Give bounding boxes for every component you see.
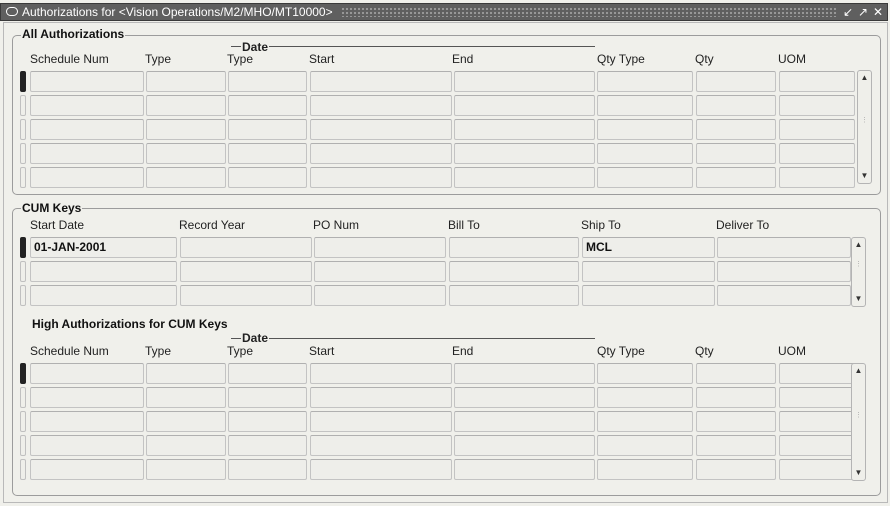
- table-cell[interactable]: [228, 411, 307, 432]
- table-cell[interactable]: [310, 143, 452, 164]
- table-cell[interactable]: [146, 71, 226, 92]
- table-cell[interactable]: [696, 167, 776, 188]
- table-cell[interactable]: [454, 71, 595, 92]
- row-indicator[interactable]: [20, 459, 26, 480]
- table-cell[interactable]: [717, 261, 851, 282]
- table-cell[interactable]: [30, 435, 144, 456]
- table-cell[interactable]: [310, 459, 452, 480]
- table-cell[interactable]: [779, 119, 855, 140]
- table-cell[interactable]: [30, 167, 144, 188]
- table-cell[interactable]: [779, 363, 855, 384]
- table-cell[interactable]: [228, 363, 307, 384]
- table-cell[interactable]: [454, 95, 595, 116]
- title-bar-pattern: [341, 7, 837, 17]
- table-cell[interactable]: 01-JAN-2001: [30, 237, 177, 258]
- table-cell[interactable]: [597, 119, 693, 140]
- table-cell[interactable]: [696, 435, 776, 456]
- column-header: Schedule Num: [30, 52, 109, 66]
- table-cell[interactable]: [696, 459, 776, 480]
- date-group-label: Date: [242, 40, 269, 54]
- row-indicator[interactable]: [20, 167, 26, 188]
- window-title-bar[interactable]: [0, 3, 888, 21]
- column-header: End: [452, 344, 474, 358]
- scroll-up-icon[interactable]: ▲: [854, 366, 863, 375]
- table-cell[interactable]: [30, 119, 144, 140]
- row-indicator[interactable]: [20, 363, 26, 384]
- scroll-grip-icon[interactable]: ⋮: [855, 412, 862, 419]
- table-cell[interactable]: [454, 459, 595, 480]
- vertical-scrollbar[interactable]: [857, 70, 872, 184]
- table-cell[interactable]: [146, 459, 226, 480]
- table-cell[interactable]: [779, 71, 855, 92]
- table-cell[interactable]: [146, 435, 226, 456]
- column-header: Deliver To: [716, 218, 770, 232]
- table-cell[interactable]: [717, 237, 851, 258]
- column-header: End: [452, 52, 474, 66]
- row-indicator[interactable]: [20, 285, 26, 306]
- table-cell[interactable]: [30, 95, 144, 116]
- table-cell[interactable]: [597, 459, 693, 480]
- column-header: Ship To: [581, 218, 621, 232]
- date-group-label: Date: [242, 331, 269, 345]
- table-cell[interactable]: [146, 411, 226, 432]
- table-cell[interactable]: [228, 459, 307, 480]
- close-icon[interactable]: ✕: [872, 5, 884, 19]
- minimize-icon[interactable]: ↙: [842, 5, 854, 19]
- table-cell[interactable]: [310, 167, 452, 188]
- vertical-scrollbar[interactable]: [851, 363, 866, 481]
- table-cell[interactable]: [582, 285, 715, 306]
- table-cell[interactable]: [146, 167, 226, 188]
- table-cell[interactable]: [228, 71, 307, 92]
- high-authorizations-title: High Authorizations for CUM Keys: [32, 317, 228, 331]
- vertical-scrollbar[interactable]: [851, 237, 866, 307]
- scroll-down-icon[interactable]: ▼: [860, 171, 869, 180]
- table-cell[interactable]: [228, 119, 307, 140]
- table-cell[interactable]: [180, 237, 312, 258]
- row-indicator[interactable]: [20, 387, 26, 408]
- column-header: Qty Type: [597, 344, 645, 358]
- table-cell[interactable]: [310, 387, 452, 408]
- column-header: Start Date: [30, 218, 85, 232]
- column-header: Type: [227, 344, 254, 358]
- table-cell[interactable]: [696, 411, 776, 432]
- table-cell[interactable]: [779, 459, 855, 480]
- date-group-rule: [231, 46, 595, 47]
- table-cell[interactable]: [310, 95, 452, 116]
- table-cell[interactable]: [582, 261, 715, 282]
- column-header: UOM: [778, 344, 806, 358]
- table-cell[interactable]: MCL: [582, 237, 715, 258]
- table-cell[interactable]: [597, 143, 693, 164]
- table-cell[interactable]: [314, 285, 446, 306]
- column-header: Bill To: [448, 218, 480, 232]
- table-cell[interactable]: [454, 363, 595, 384]
- table-cell[interactable]: [228, 435, 307, 456]
- table-cell[interactable]: [696, 387, 776, 408]
- table-cell[interactable]: [146, 119, 226, 140]
- column-header: PO Num: [313, 218, 360, 232]
- table-cell[interactable]: [696, 363, 776, 384]
- row-indicator[interactable]: [20, 119, 26, 140]
- table-cell[interactable]: [180, 285, 312, 306]
- table-cell[interactable]: [30, 459, 144, 480]
- table-cell[interactable]: [30, 363, 144, 384]
- table-cell[interactable]: [314, 261, 446, 282]
- table-cell[interactable]: [228, 167, 307, 188]
- table-cell[interactable]: [597, 167, 693, 188]
- window-menu-icon[interactable]: [6, 7, 18, 16]
- row-indicator[interactable]: [20, 237, 26, 258]
- table-cell[interactable]: [310, 119, 452, 140]
- table-cell[interactable]: [146, 387, 226, 408]
- scroll-down-icon[interactable]: ▼: [854, 294, 863, 303]
- table-cell[interactable]: [779, 167, 855, 188]
- window-title: Authorizations for <Vision Operations/M2/MHO/MT10000>: [22, 5, 333, 19]
- cum-keys-title: CUM Keys: [22, 201, 82, 215]
- table-cell[interactable]: [454, 387, 595, 408]
- table-cell[interactable]: [696, 95, 776, 116]
- table-cell[interactable]: [310, 435, 452, 456]
- column-header: Schedule Num: [30, 344, 109, 358]
- table-cell[interactable]: [30, 285, 177, 306]
- table-cell[interactable]: [449, 261, 579, 282]
- maximize-icon[interactable]: ↗: [857, 5, 869, 19]
- table-cell[interactable]: [779, 95, 855, 116]
- table-cell[interactable]: [30, 387, 144, 408]
- table-cell[interactable]: [146, 363, 226, 384]
- table-cell[interactable]: [597, 387, 693, 408]
- column-header: Type: [227, 52, 254, 66]
- table-cell[interactable]: [696, 71, 776, 92]
- column-header: Qty: [695, 52, 714, 66]
- table-cell[interactable]: [180, 261, 312, 282]
- table-cell[interactable]: [30, 71, 144, 92]
- table-cell[interactable]: [696, 119, 776, 140]
- table-cell[interactable]: [314, 237, 446, 258]
- table-cell[interactable]: [30, 143, 144, 164]
- table-cell[interactable]: [228, 143, 307, 164]
- table-cell[interactable]: [597, 95, 693, 116]
- row-indicator[interactable]: [20, 143, 26, 164]
- table-cell[interactable]: [449, 237, 579, 258]
- table-cell[interactable]: [228, 387, 307, 408]
- row-indicator[interactable]: [20, 435, 26, 456]
- column-header: UOM: [778, 52, 806, 66]
- table-cell[interactable]: [454, 167, 595, 188]
- table-cell[interactable]: [449, 285, 579, 306]
- scroll-grip-icon[interactable]: ⋮: [855, 261, 862, 268]
- table-cell[interactable]: [146, 143, 226, 164]
- table-cell[interactable]: [310, 363, 452, 384]
- table-cell[interactable]: [30, 261, 177, 282]
- table-cell[interactable]: [597, 363, 693, 384]
- column-header: Qty Type: [597, 52, 645, 66]
- table-cell[interactable]: [717, 285, 851, 306]
- table-cell[interactable]: [454, 411, 595, 432]
- all-authorizations-title: All Authorizations: [22, 27, 125, 41]
- scroll-up-icon[interactable]: ▲: [860, 73, 869, 82]
- row-indicator[interactable]: [20, 261, 26, 282]
- table-cell[interactable]: [454, 435, 595, 456]
- table-cell[interactable]: [779, 143, 855, 164]
- table-cell[interactable]: [779, 411, 855, 432]
- table-cell[interactable]: [454, 119, 595, 140]
- table-cell[interactable]: [228, 95, 307, 116]
- table-cell[interactable]: [779, 435, 855, 456]
- table-cell[interactable]: [696, 143, 776, 164]
- table-cell[interactable]: [310, 71, 452, 92]
- table-cell[interactable]: [30, 411, 144, 432]
- table-cell[interactable]: [597, 411, 693, 432]
- table-cell[interactable]: [597, 71, 693, 92]
- column-header: Qty: [695, 344, 714, 358]
- table-cell[interactable]: [454, 143, 595, 164]
- date-group-rule: [231, 338, 595, 339]
- row-indicator[interactable]: [20, 411, 26, 432]
- scroll-up-icon[interactable]: ▲: [854, 240, 863, 249]
- table-cell[interactable]: [779, 387, 855, 408]
- column-header: Record Year: [179, 218, 246, 232]
- table-cell[interactable]: [597, 435, 693, 456]
- row-indicator[interactable]: [20, 71, 26, 92]
- column-header: Type: [145, 52, 172, 66]
- table-cell[interactable]: [146, 95, 226, 116]
- column-header: Start: [309, 344, 335, 358]
- column-header: Start: [309, 52, 335, 66]
- table-cell[interactable]: [310, 411, 452, 432]
- scroll-down-icon[interactable]: ▼: [854, 468, 863, 477]
- scroll-grip-icon[interactable]: ⋮: [861, 117, 868, 124]
- row-indicator[interactable]: [20, 95, 26, 116]
- column-header: Type: [145, 344, 172, 358]
